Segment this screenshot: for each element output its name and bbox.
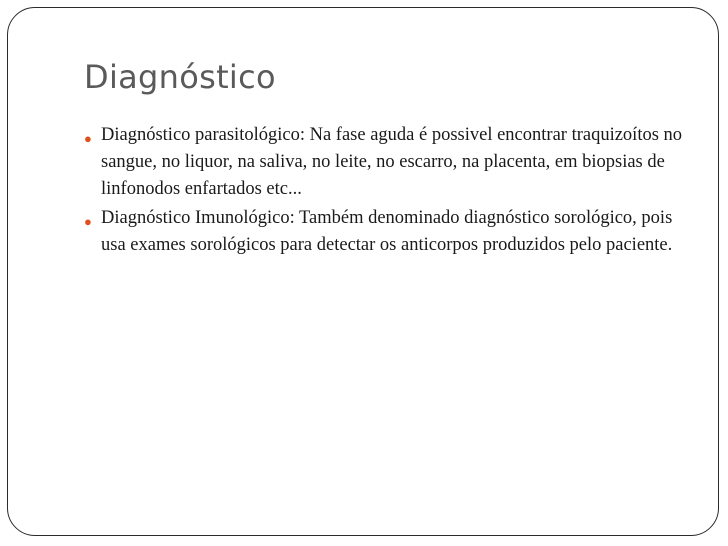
bullet-text: Diagnóstico Imunológico: Também denominado diagnóstico sorológico, pois usa exames sorológicos para detectar os anticorpos produzidos pelo paciente. bbox=[101, 208, 673, 255]
slide-title: Diagnóstico bbox=[84, 58, 276, 96]
bullet-text: Diagnóstico parasitológico: Na fase aguda é possivel encontrar traquizoítos no sangue, no liquor, na saliva, no leite, no escarro, na placenta, em biopsias de linfonodos enfartados etc... bbox=[101, 125, 683, 199]
bullet-item bbox=[84, 122, 684, 203]
bullet-list bbox=[84, 122, 684, 261]
bullet-icon: ● bbox=[84, 131, 92, 146]
bullet-icon: ● bbox=[84, 214, 92, 229]
bullet-item bbox=[84, 205, 684, 259]
